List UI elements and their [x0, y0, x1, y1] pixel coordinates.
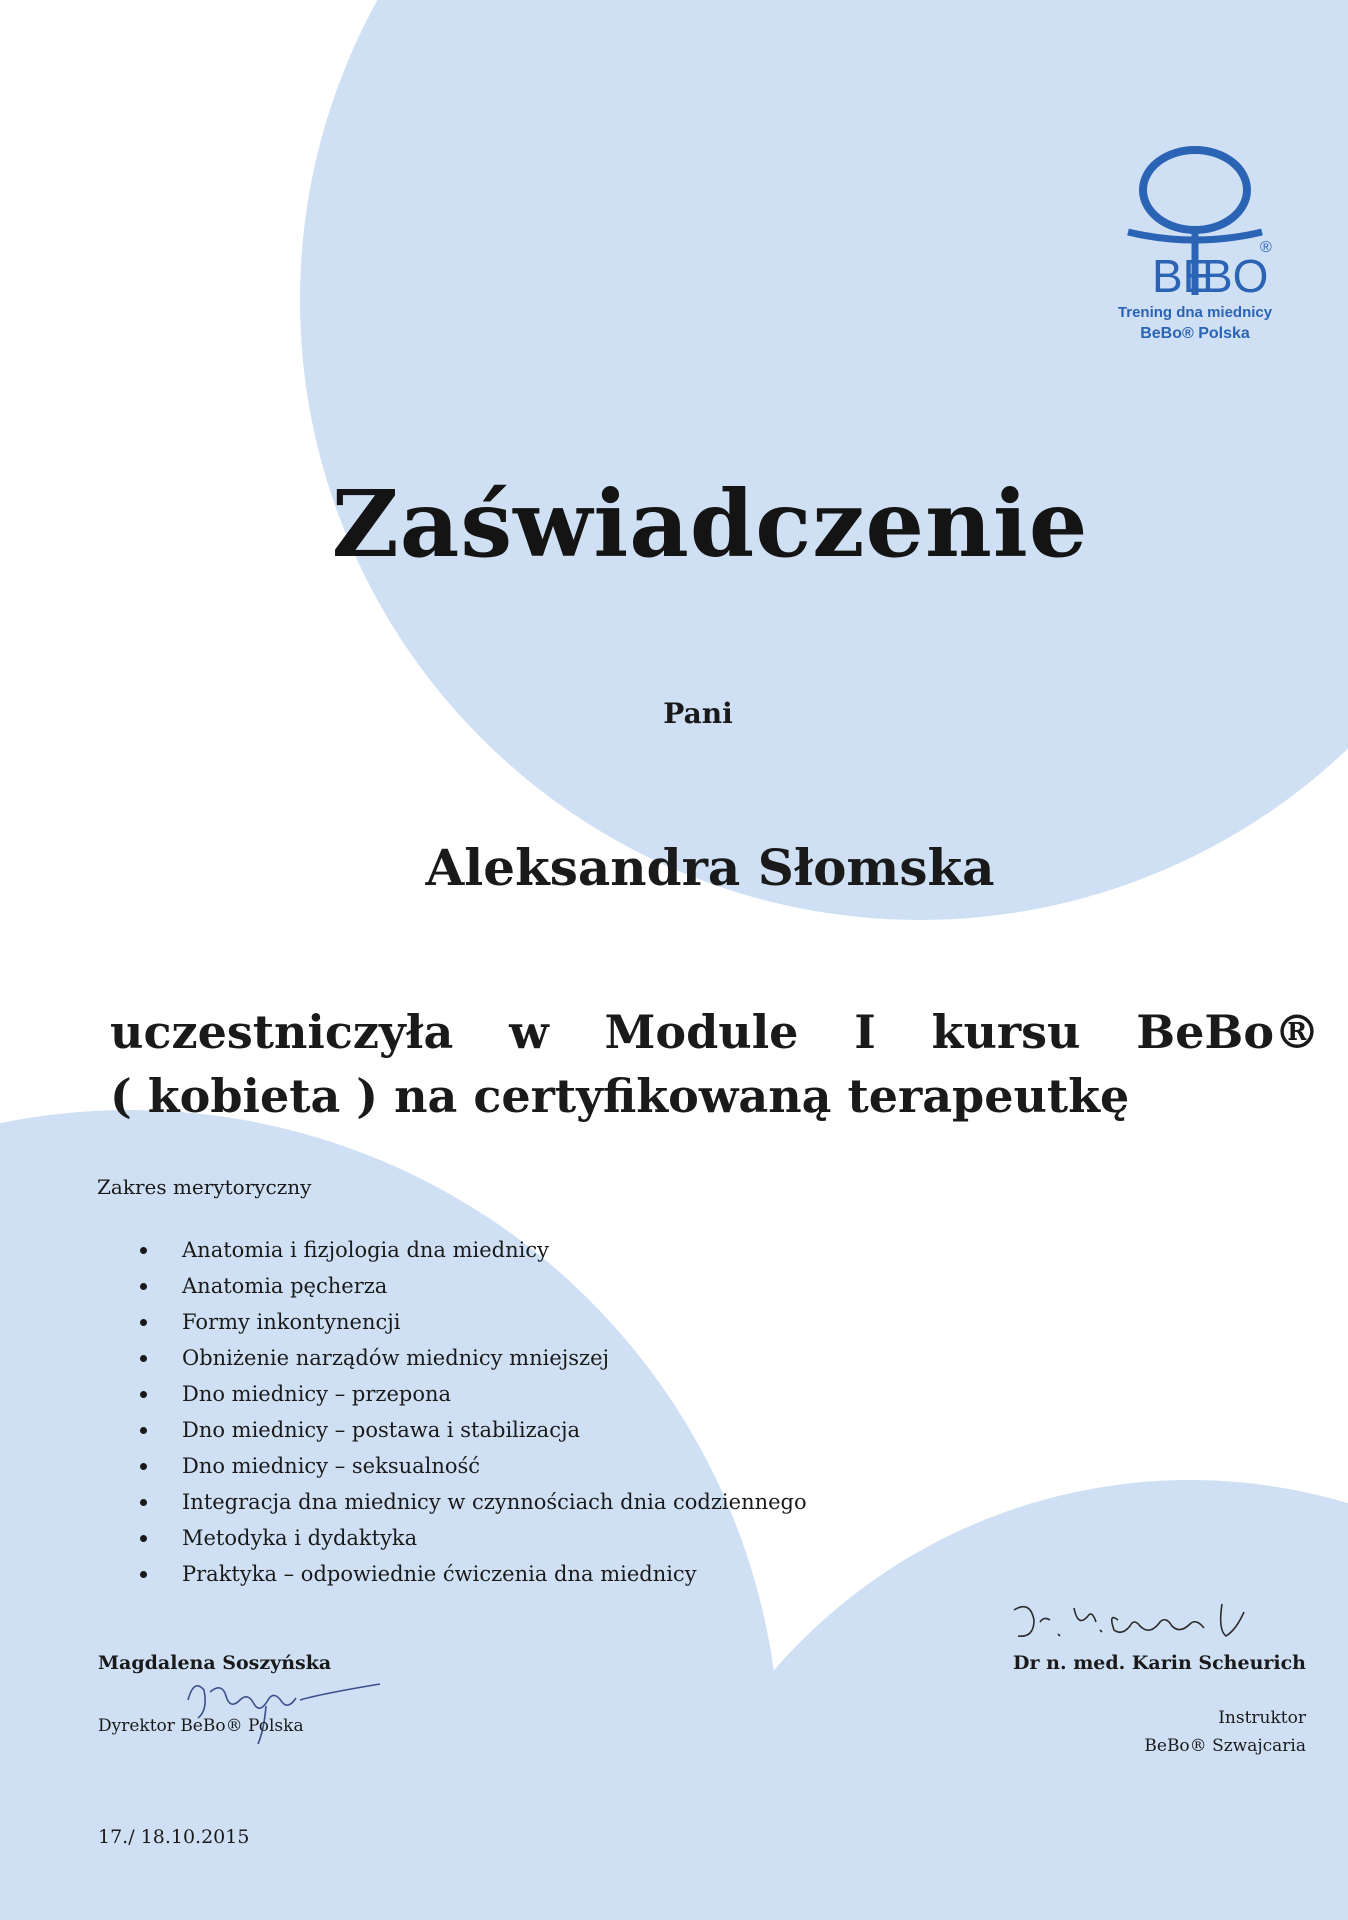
right-signatory-organization: BeBo® Szwajcaria	[1144, 1736, 1306, 1756]
statement-line-2: ( kobieta ) na certyfikowaną terapeutkę	[110, 1069, 1130, 1123]
left-signatory-role: Dyrektor BeBo® Polska	[98, 1716, 304, 1736]
course-statement	[110, 1000, 1320, 1128]
statement-line-1: uczestniczyła w Module I kursu BeBo®	[110, 1005, 1320, 1059]
left-signature-image	[170, 1670, 390, 1750]
left-signatory-name: Magdalena Soszyńska	[98, 1652, 332, 1674]
list-item: Anatomia pęcherza	[140, 1268, 807, 1304]
certificate-title: Zaświadczenie	[331, 470, 1089, 578]
svg-text:BE: BE	[1152, 250, 1214, 300]
right-signatory-role: Instruktor	[1218, 1708, 1306, 1728]
svg-text:BO: BO	[1202, 250, 1269, 300]
scope-label: Zakres merytoryczny	[97, 1175, 312, 1199]
logo-organization: BeBo® Polska	[1140, 325, 1250, 342]
svg-text:®: ®	[1260, 239, 1272, 256]
bebo-logo-icon	[1110, 140, 1280, 300]
background-circle-top	[300, 0, 1348, 920]
list-item: Praktyka – odpowiednie ćwiczenia dna miednicy	[140, 1556, 807, 1592]
list-item: Anatomia i fizjologia dna miednicy	[140, 1232, 807, 1268]
scope-list	[140, 1232, 807, 1592]
list-item: Metodyka i dydaktyka	[140, 1520, 807, 1556]
salutation: Pani	[663, 697, 733, 730]
list-item: Formy inkontynencji	[140, 1304, 807, 1340]
certificate-date: 17./ 18.10.2015	[98, 1826, 250, 1848]
logo-tagline: Trening dna miednicy	[1117, 304, 1273, 321]
right-signatory-name: Dr n. med. Karin Scheurich	[1013, 1652, 1306, 1674]
list-item: Dno miednicy – przepona	[140, 1376, 807, 1412]
list-item: Dno miednicy – postawa i stabilizacja	[140, 1412, 807, 1448]
list-item: Dno miednicy – seksualność	[140, 1448, 807, 1484]
list-item: Integracja dna miednicy w czynnościach dnia codziennego	[140, 1484, 807, 1520]
list-item: Obniżenie narządów miednicy mniejszej	[140, 1340, 807, 1376]
bebo-logo	[1080, 140, 1310, 343]
recipient-name: Aleksandra Słomska	[425, 838, 995, 897]
right-signature-image	[1000, 1590, 1300, 1660]
